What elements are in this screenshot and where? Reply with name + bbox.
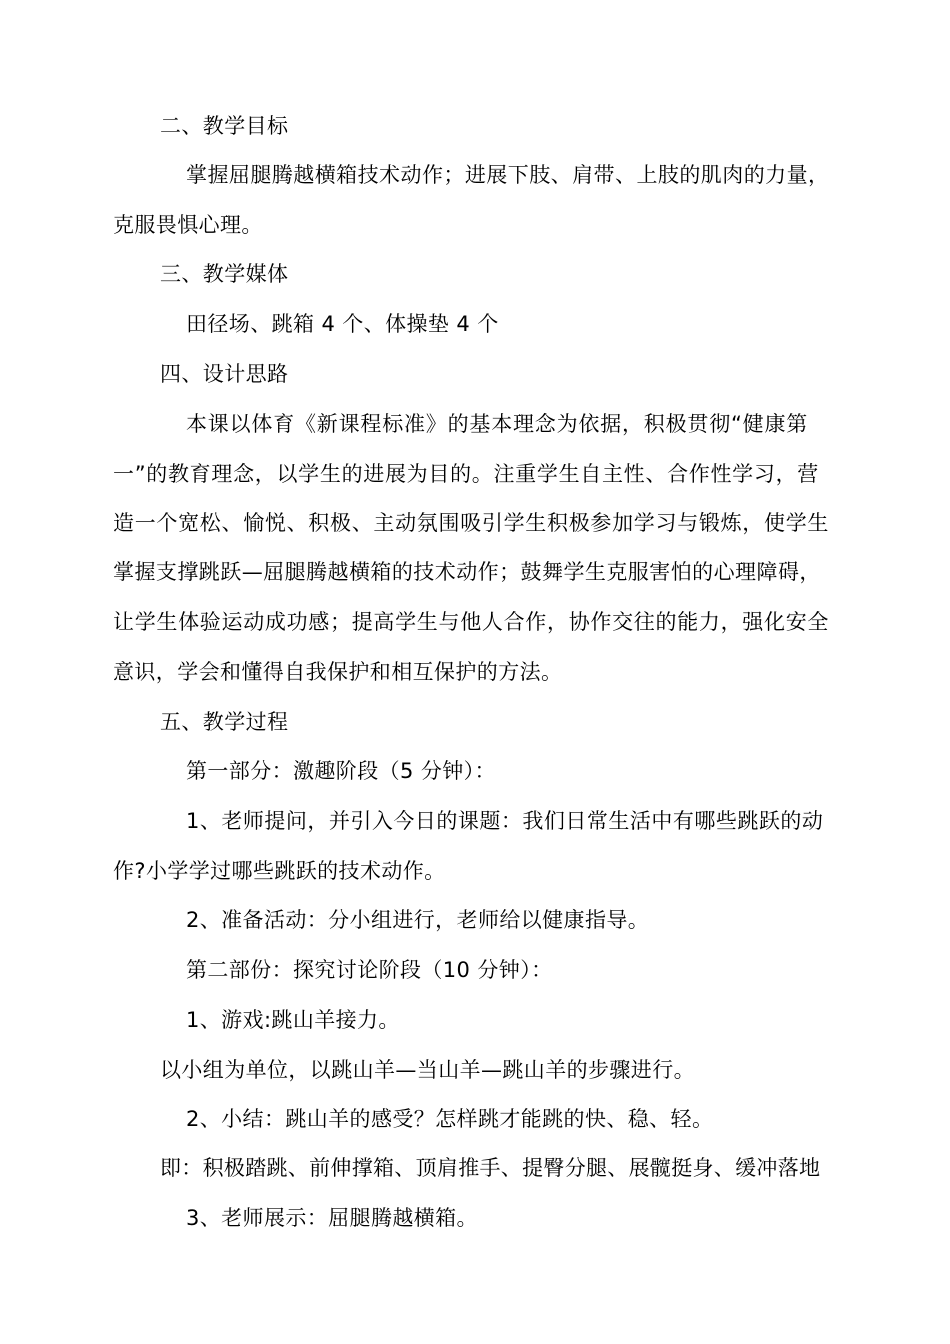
heading-teaching-goals: 二、教学目标 xyxy=(160,114,289,138)
heading-teaching-process: 五、教学过程 xyxy=(160,710,289,734)
paragraph-line: 2、小结：跳山羊的感受？怎样跳才能跳的快、稳、轻。 xyxy=(186,1107,714,1131)
paragraph-line: 1、游戏:跳山羊接力。 xyxy=(186,1008,400,1032)
paragraph-line: 意识，学会和懂得自我保护和相互保护的方法。 xyxy=(113,660,563,684)
heading-design-idea: 四、设计思路 xyxy=(160,362,289,386)
paragraph-line: 1、老师提问，并引入今日的课题：我们日常生活中有哪些跳跃的动 xyxy=(186,809,824,833)
paragraph-line: 掌握支撑跳跃—屈腿腾越横箱的技术动作；鼓舞学生克服害怕的心理障碍， xyxy=(113,560,821,584)
paragraph-line: 3、老师展示：屈腿腾越横箱。 xyxy=(186,1206,478,1230)
heading-teaching-media: 三、教学媒体 xyxy=(160,262,289,286)
paragraph-line: 2、准备活动：分小组进行，老师给以健康指导。 xyxy=(186,908,650,932)
paragraph-line: 让学生体验运动成功感；提高学生与他人合作，协作交往的能力，强化安全 xyxy=(113,610,830,634)
paragraph-line: 掌握屈腿腾越横箱技术动作；进展下肢、肩带、上肢的肌肉的力量， xyxy=(186,163,830,187)
paragraph-line: 一”的教育理念，以学生的进展为目的。注重学生自主性、合作性学习，营 xyxy=(113,462,819,486)
paragraph-line: 作?小学学过哪些跳跃的技术动作。 xyxy=(113,859,446,883)
paragraph-line: 造一个宽松、愉悦、积极、主动氛围吸引学生积极参加学习与锻炼，使学生 xyxy=(113,511,830,535)
paragraph-line: 田径场、跳箱 4 个、体操垫 4 个 xyxy=(186,312,499,336)
paragraph-line: 本课以体育《新课程标准》的基本理念为依据，积极贯彻“健康第 xyxy=(186,412,809,436)
subheading-part-two: 第二部份：探究讨论阶段（10 分钟）： xyxy=(186,958,553,982)
paragraph-line: 即：积极踏跳、前伸撑箱、顶肩推手、提臀分腿、展髋挺身、缓冲落地 xyxy=(160,1156,821,1180)
paragraph-line: 克服畏惧心理。 xyxy=(113,213,263,237)
subheading-part-one: 第一部分：激趣阶段（5 分钟）： xyxy=(186,759,496,783)
paragraph-line: 以小组为单位，以跳山羊—当山羊—跳山羊的步骤进行。 xyxy=(160,1058,695,1082)
